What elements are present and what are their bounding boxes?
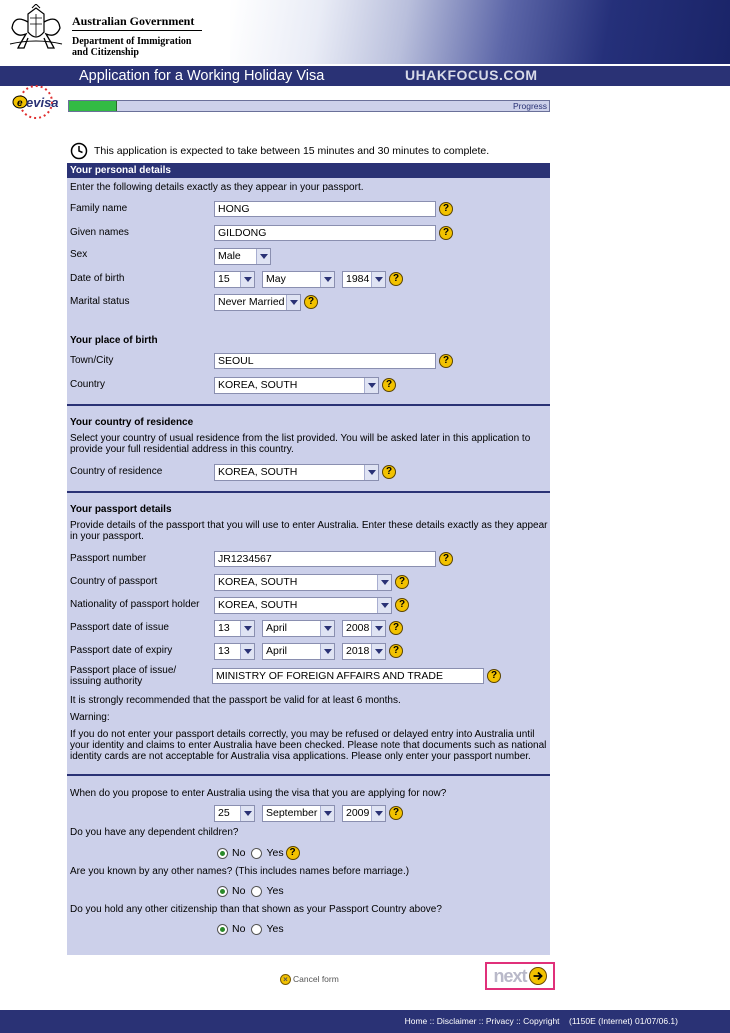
section-title-birth: Your place of birth [70,335,158,346]
department-name [72,36,222,58]
issue-day-select[interactable] [214,620,255,637]
help-icon[interactable]: ? [395,598,409,612]
close-icon: × [280,974,291,985]
chevron-down-icon [377,575,391,590]
chevron-down-icon [364,378,378,393]
help-icon[interactable]: ? [286,846,300,860]
dob-label: Date of birth [70,273,125,284]
section-header-personal: Your personal details [67,163,550,178]
dob-year-select[interactable] [342,271,386,288]
passport-number-label: Passport number [70,553,147,564]
help-icon[interactable]: ? [382,378,396,392]
svg-text:e: e [17,98,23,109]
progress-fill [69,101,117,111]
progress-bar [68,100,550,112]
warning-text: If you do not enter your passport details correctly, you may be refused or delayed entry into Australia until your identity and claims to enter Australia have been checked. Please note that documents such as national identity cards are not acceptable for Australia visa applications. Please only enter your passport number. [70,729,547,762]
chevron-down-icon [240,272,254,287]
issue-year-value: 2008 [346,622,370,634]
help-icon[interactable]: ? [389,806,403,820]
issue-month-select[interactable] [262,620,335,637]
town-input[interactable]: SEOUL [214,353,436,369]
children-radio-group [217,846,300,860]
help-icon[interactable]: ? [395,575,409,589]
residence-country-label: Country of residence [70,466,163,477]
personal-intro: Enter the following details exactly as they appear in your passport. [70,182,364,193]
marital-status-value: Never Married [218,296,285,308]
other-names-no-radio[interactable] [217,886,228,897]
chevron-down-icon [371,806,385,821]
enter-month-value: September [266,807,318,819]
sex-label: Sex [70,249,88,260]
citizenship-question: Do you hold any other citizenship than that shown as your Passport Country above? [70,904,442,915]
section-title-passport: Your passport details [70,504,172,515]
passport-country-value: KOREA, SOUTH [218,576,298,588]
section-divider [67,404,550,406]
other-names-radio-group [217,884,290,898]
next-label: next [493,965,527,986]
passport-country-select[interactable] [214,574,392,591]
header-banner [230,0,730,64]
issue-year-select[interactable] [342,620,386,637]
expiry-day-select[interactable] [214,643,255,660]
chevron-down-icon [256,249,270,264]
department-line-2: and Citizenship [72,47,139,58]
expiry-month-value: April [266,645,288,657]
section-title-residence: Your country of residence [70,417,194,428]
chevron-down-icon [320,806,334,821]
footer-version: (1150E (Internet) 01/07/06.1) [569,1016,678,1026]
dob-month-value: May [266,273,286,285]
chevron-down-icon [240,621,254,636]
citizenship-no-radio[interactable] [217,924,228,935]
dob-year-value: 1984 [346,273,370,285]
place-of-issue-label-1: Passport place of issue/ [70,665,177,676]
issue-date-label: Passport date of issue [70,622,169,633]
page-title: Application for a Working Holiday Visa [79,68,325,84]
place-of-issue-input[interactable]: MINISTRY OF FOREIGN AFFAIRS AND TRADE [212,668,484,684]
chevron-down-icon [364,465,378,480]
town-label: Town/City [70,355,114,366]
enter-day-value: 25 [218,807,230,819]
residence-country-select[interactable] [214,464,379,481]
residence-intro: Select your country of usual residence from the list provided. You will be asked later in this application to provide your full residential address in this country. [70,433,531,455]
expiry-year-select[interactable] [342,643,386,660]
sex-select[interactable] [214,248,271,265]
chevron-down-icon [377,598,391,613]
passport-number-input[interactable]: JR1234567 [214,551,436,567]
chevron-down-icon [286,295,300,310]
section-divider [67,491,550,493]
expiry-year-value: 2018 [346,645,370,657]
chevron-down-icon [371,621,385,636]
gov-title: Australian Government [72,14,195,28]
passport-country-label: Country of passport [70,576,158,587]
section-divider [67,774,550,776]
warning-label: Warning: [70,712,110,723]
help-icon[interactable]: ? [439,552,453,566]
nationality-value: KOREA, SOUTH [218,599,298,611]
given-names-label: Given names [70,227,129,238]
chevron-down-icon [320,621,334,636]
yes-label: Yes [266,885,284,897]
chevron-down-icon [371,272,385,287]
help-icon[interactable]: ? [439,202,453,216]
enter-month-select[interactable] [262,805,335,822]
time-estimate-text: This application is expected to take between 15 minutes and 30 minutes to complete. [94,145,490,157]
enter-year-select[interactable] [342,805,386,822]
coat-of-arms-icon [6,4,66,50]
help-icon[interactable]: ? [389,621,403,635]
birth-country-label: Country [70,379,106,390]
enter-year-value: 2009 [346,807,370,819]
place-of-issue-label-2: issuing authority [70,676,143,687]
help-icon[interactable]: ? [439,354,453,368]
help-icon[interactable]: ? [382,465,396,479]
children-no-radio[interactable] [217,848,228,859]
help-icon[interactable]: ? [439,226,453,240]
children-yes-radio[interactable] [251,848,262,859]
time-estimate [70,142,489,160]
marital-status-select[interactable] [214,294,301,311]
department-line-1: Department of Immigration [72,36,192,47]
chevron-down-icon [371,644,385,659]
help-icon[interactable]: ? [389,272,403,286]
chevron-down-icon [320,644,334,659]
no-label: No [232,847,246,859]
issue-month-value: April [266,622,288,634]
family-name-input[interactable]: HONG [214,201,436,217]
help-icon[interactable]: ? [389,644,403,658]
birth-country-select[interactable] [214,377,379,394]
yes-label: Yes [266,847,284,859]
other-names-question: Are you known by any other names? (This includes names before marriage.) [70,866,410,877]
nationality-label: Nationality of passport holder [70,599,200,610]
nationality-select[interactable] [214,597,392,614]
citizenship-radio-group [217,922,290,936]
evisa-logo-icon [6,80,66,120]
family-name-label: Family name [70,203,128,214]
footer-links[interactable]: Home :: Disclaimer :: Privacy :: Copyright [404,1016,560,1026]
evisa-logo-text: evisa [26,95,59,110]
expiry-date-label: Passport date of expiry [70,645,173,656]
help-icon[interactable]: ? [304,295,318,309]
yes-label: Yes [266,923,284,935]
dob-day-value: 15 [218,273,230,285]
marital-status-label: Marital status [70,296,130,307]
progress-label: Progress [512,101,547,111]
dob-day-select[interactable] [214,271,255,288]
chevron-down-icon [240,806,254,821]
expiry-day-value: 13 [218,645,230,657]
chevron-down-icon [320,272,334,287]
sex-select-value: Male [218,250,241,262]
validity-recommendation: It is strongly recommended that the passport be valid for at least 6 months. [70,695,401,706]
place-of-issue-label [70,665,210,687]
watermark-text: UHAKFOCUS.COM [405,67,538,83]
passport-intro: Provide details of the passport that you will use to enter Australia. Enter these details exactly as they appear in your passport. [70,520,548,542]
next-button[interactable] [485,962,555,990]
footer-text [405,1016,678,1026]
cancel-form-button[interactable] [280,972,339,986]
no-label: No [232,885,246,897]
given-names-input[interactable]: GILDONG [214,225,436,241]
chevron-down-icon [240,644,254,659]
no-label: No [232,923,246,935]
residence-country-value: KOREA, SOUTH [218,466,298,478]
help-icon[interactable]: ? [487,669,501,683]
gov-title-rule [72,30,202,31]
dob-month-select[interactable] [262,271,335,288]
cancel-form-label: Cancel form [293,974,339,984]
expiry-month-select[interactable] [262,643,335,660]
citizenship-yes-radio[interactable] [251,924,262,935]
arrow-right-icon [529,967,547,985]
enter-date-question: When do you propose to enter Australia using the visa that you are applying for now? [70,788,447,799]
enter-day-select[interactable] [214,805,255,822]
issue-day-value: 13 [218,622,230,634]
children-question: Do you have any dependent children? [70,827,239,838]
clock-icon [70,142,88,160]
other-names-yes-radio[interactable] [251,886,262,897]
birth-country-value: KOREA, SOUTH [218,379,298,391]
